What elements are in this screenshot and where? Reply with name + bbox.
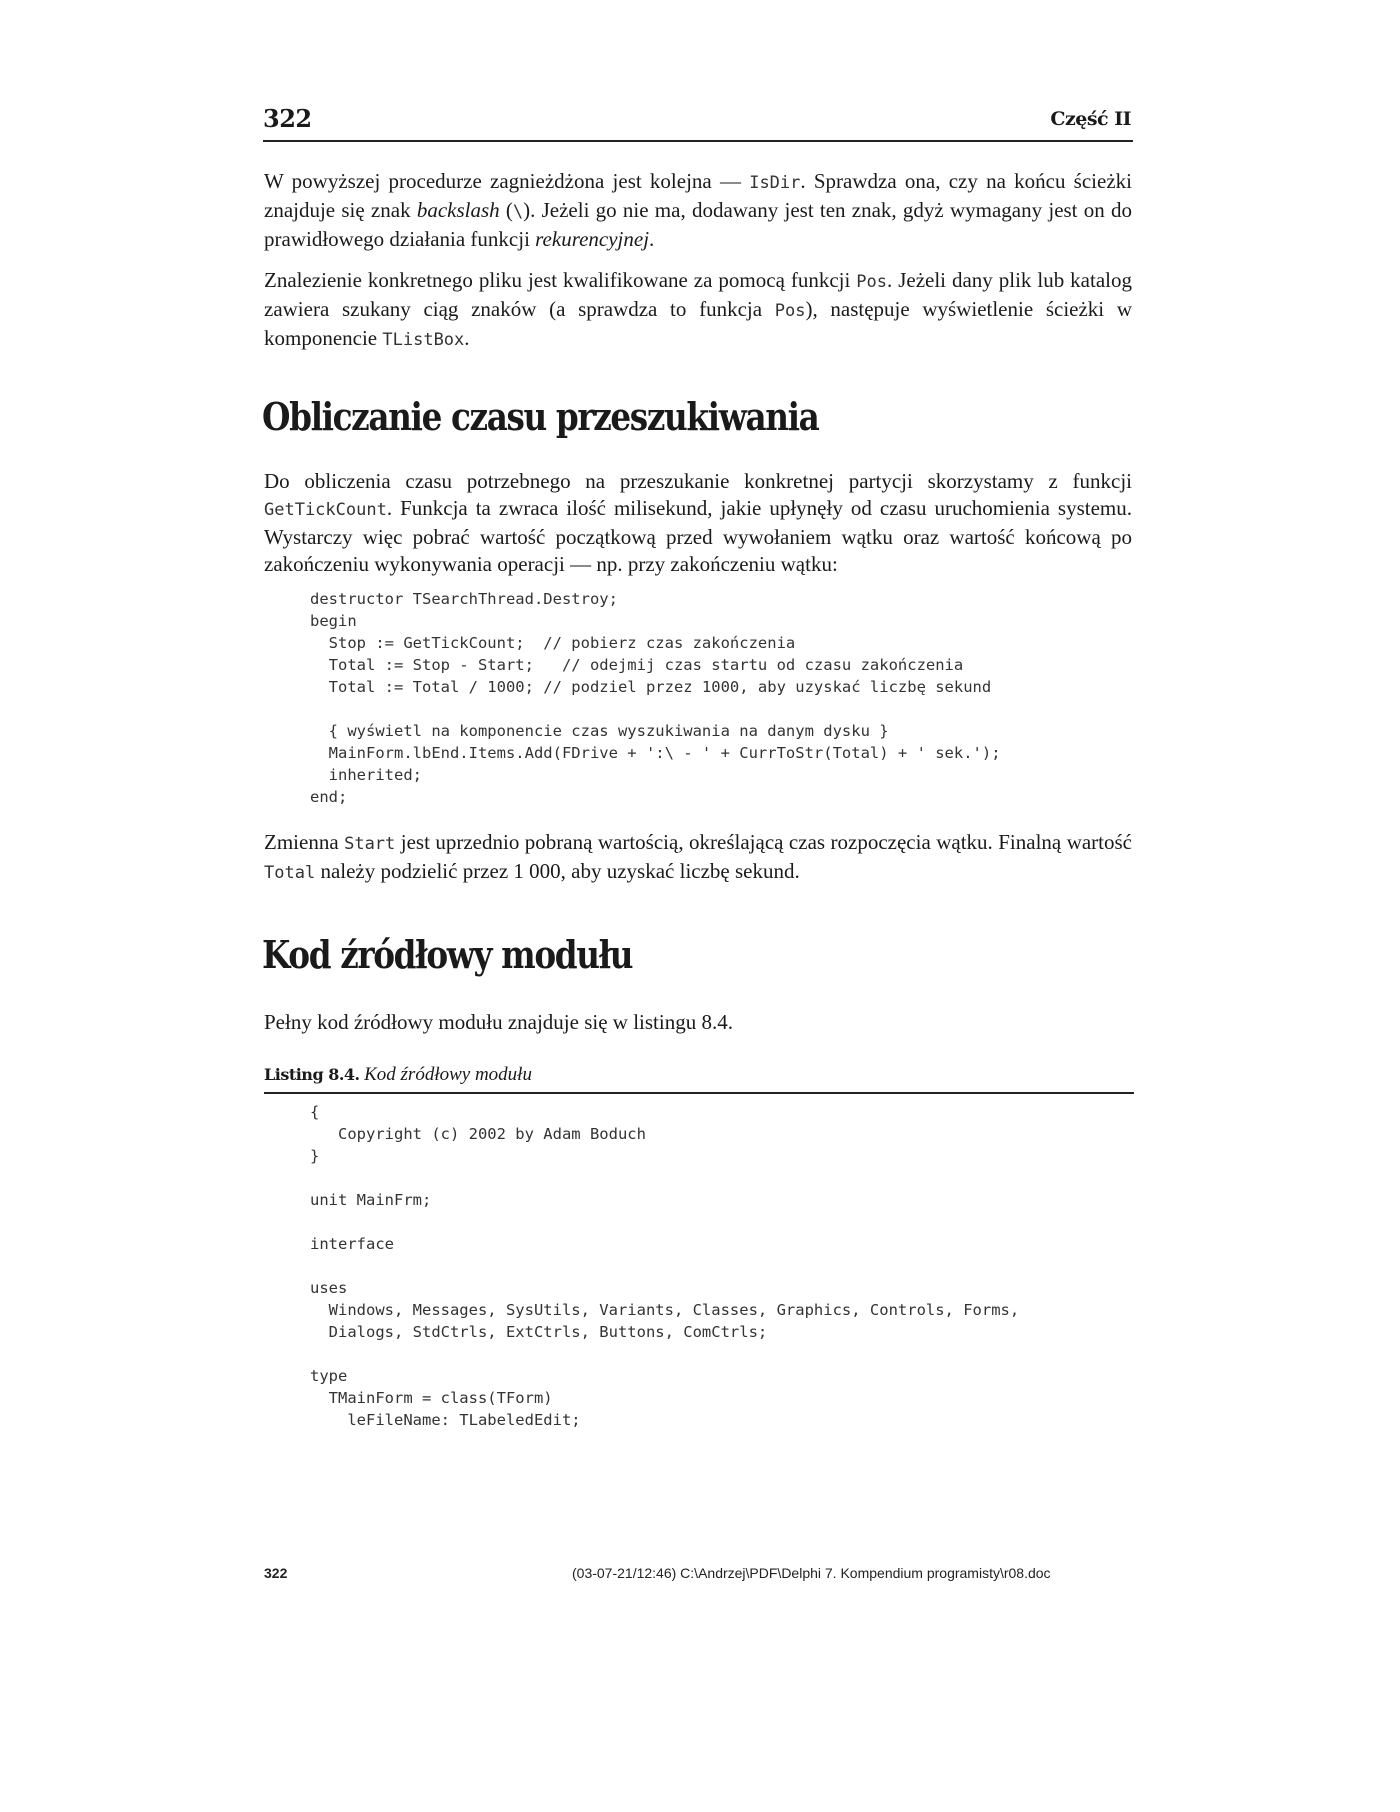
emphasis: backslash	[416, 198, 500, 222]
inline-code: IsDir	[749, 173, 801, 193]
code-block-listing: { Copyright (c) 2002 by Adam Boduch } unit MainFrm; interface uses Windows, Messages, SysUtils, Variants, Classes, Graphics, Controls, Forms, Dialogs, StdCtrls, ExtCtrls, Buttons, ComCtrls; type TMainForm = class(TForm) leFileName: TLabeledEdit;	[310, 1103, 1020, 1429]
footer-file-info: (03-07-21/12:46) C:\Andrzej\PDF\Delphi 7. Kompendium programisty\r08.doc	[572, 1565, 1051, 1581]
paragraph-pos: Znalezienie konkretnego pliku jest kwalifikowane za pomocą funkcji Pos. Jeżeli dany plik lub katalog zawiera szukany ciąg znaków (a sprawdza to funkcja Pos), następuje wyświetlenie ścieżki w komponencie TListBox.	[264, 268, 1132, 350]
header-part-title: Część II	[1050, 108, 1131, 130]
paragraph-isdir: W powyższej procedurze zagnieżdżona jest kolejna — IsDir. Sprawdza ona, czy na końcu ścieżki znajduje się znak backslash (\). Jeżeli go nie ma, dodawany jest ten znak, gdyż wymagany jest on do prawidłowego działania funkcji rekurencyjnej.	[264, 169, 1132, 251]
footer-page-number: 322	[264, 1565, 288, 1581]
header-page-number: 322	[263, 104, 312, 133]
inline-code: Start	[344, 834, 396, 854]
inline-code: Pos	[856, 272, 887, 292]
paragraph-start-total: Zmienna Start jest uprzednio pobraną wartością, określającą czas rozpoczęcia wątku. Finalną wartość Total należy podzielić przez 1 000, aby uzyskać liczbę sekund.	[264, 830, 1132, 883]
page-header	[263, 104, 1133, 142]
paragraph-gettickcount: Do obliczenia czasu potrzebnego na przeszukanie konkretnej partycji skorzystamy z funkcji GetTickCount. Funkcja ta zwraca ilość milisekund, jakie upłynęły od czasu uruchomienia systemu. Wystarczy więc pobrać wartość początkową przed wywołaniem wątku oraz wartość końcową po zakończeniu wykonywania operacji — np. przy zakończeniu wątku:	[264, 469, 1132, 576]
inline-code: GetTickCount	[264, 500, 387, 520]
listing-title: Kod źródłowy modułu	[364, 1064, 532, 1085]
listing-caption	[264, 1064, 1134, 1094]
inline-code: Pos	[774, 301, 806, 321]
code-block-destructor: destructor TSearchThread.Destroy; begin Stop := GetTickCount; // pobierz czas zakończenia Total := Stop - Start; // odejmij czas startu od czasu zakończenia Total := Total / 1000; // podziel przez 1000, aby uzyskać liczbę sekund { wyświetl na komponencie czas wyszukiwania na danym dysku } MainForm.lbEnd.Items.Add(FDrive + ':\ - ' + CurrToStr(Total) + ' sek.'); inherited; end;	[310, 590, 1001, 806]
emphasis: rekurencyjnej	[535, 227, 650, 251]
section-heading-search-time: Obliczanie czasu przeszukiwania	[262, 394, 819, 439]
inline-code: TListBox	[382, 330, 465, 350]
section-heading-source-code: Kod źródłowy modułu	[262, 932, 633, 977]
inline-code: \	[512, 202, 524, 222]
paragraph-listing-intro: Pełny kod źródłowy modułu znajduje się w listingu 8.4.	[264, 1010, 733, 1034]
listing-label: Listing 8.4.	[264, 1065, 360, 1084]
inline-code: Total	[264, 863, 316, 883]
